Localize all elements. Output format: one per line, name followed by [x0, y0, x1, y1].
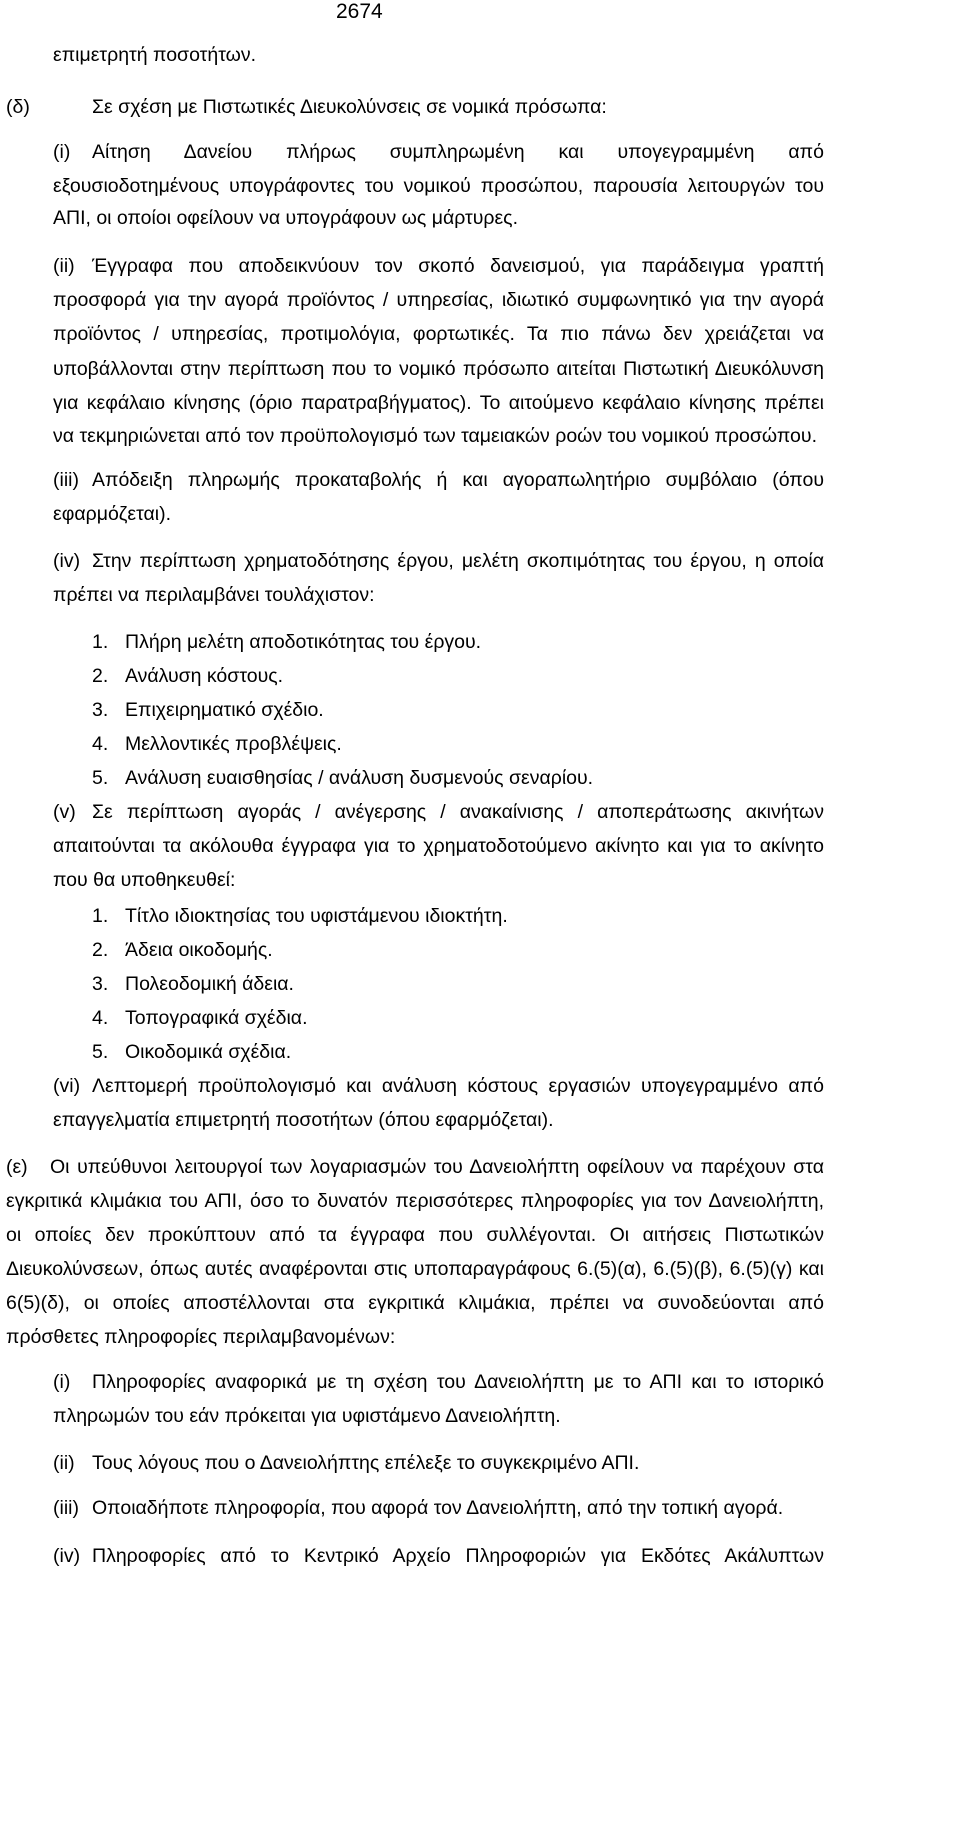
item-label: (i) — [53, 141, 71, 163]
item-label: (δ) — [6, 96, 30, 118]
text-line: απαιτούνται τα ακόλουθα έγγραφα για το χρηματοδοτούμενο ακίνητο και για το ακίνητο — [53, 835, 824, 857]
text-line: Στην περίπτωση χρηματοδότησης έργου, μελέτη σκοπιμότητας του έργου, η οποία — [92, 550, 824, 572]
text-line: πρέπει να περιλαμβάνει τουλάχιστον: — [53, 584, 375, 606]
list-number: 4. — [92, 1007, 109, 1029]
text-line: Οι υπεύθυνοι λειτουργοί των λογαριασμών του Δανειολήπτη οφείλουν να παρέχουν στα — [50, 1156, 824, 1178]
text-line: Οποιαδήποτε πληροφορία, που αφορά τον Δανειολήπτη, από την τοπική αγορά. — [92, 1497, 784, 1519]
text-line: Απόδειξη πληρωμής προκαταβολής ή και αγοραπωλητήριο συμβόλαιο (όπου — [92, 469, 824, 491]
text-line: Τους λόγους που ο Δανειολήπτης επέλεξε το συγκεκριμένο ΑΠΙ. — [92, 1452, 640, 1474]
list-item: Μελλοντικές προβλέψεις. — [125, 733, 342, 755]
text-line: ΑΠΙ, οι οποίοι οφείλουν να υπογράφουν ως μάρτυρες. — [53, 207, 519, 229]
item-label: (ii) — [53, 1452, 75, 1474]
list-item: Πολεοδομική άδεια. — [125, 973, 294, 995]
text-line: Σε περίπτωση αγοράς / ανέγερσης / ανακαίνισης / αποπεράτωσης ακινήτων — [92, 801, 824, 823]
text-line: που θα υποθηκευθεί: — [53, 869, 236, 891]
item-label: (ε) — [6, 1156, 28, 1178]
text-line: οι οποίες δεν προκύπτουν από τα έγγραφα που συλλέγονται. Οι αιτήσεις Πιστωτικών — [6, 1224, 824, 1246]
item-label: (v) — [53, 801, 76, 823]
item-label: (iii) — [53, 469, 79, 491]
list-item: Ανάλυση ευαισθησίας / ανάλυση δυσμενούς σεναρίου. — [125, 767, 594, 789]
list-item: Ανάλυση κόστους. — [125, 665, 284, 687]
text-line: να τεκμηριώνεται από τον προϋπολογισμό των ταμειακών ροών του νομικού προσώπου. — [53, 425, 817, 447]
list-number: 3. — [92, 973, 109, 995]
text-line: προϊόντος / υπηρεσίας, προτιμολόγια, φορτωτικές. Τα πιο πάνω δεν χρειάζεται να — [53, 323, 824, 345]
list-number: 3. — [92, 699, 109, 721]
item-label: (iv) — [53, 1545, 81, 1567]
item-label: (i) — [53, 1371, 71, 1393]
item-label: (iii) — [53, 1497, 79, 1519]
text-line: προσφορά για την αγορά προϊόντος / υπηρεσίας, ιδιωτικό συμφωνητικό για την αγορά — [53, 289, 824, 311]
list-number: 2. — [92, 939, 109, 961]
text-line: για κεφάλαιο κίνησης (όριο παρατραβήγματος). Το αιτούμενο κεφάλαιο κίνησης πρέπει — [53, 392, 824, 414]
text-line: επιμετρητή ποσοτήτων. — [53, 44, 257, 66]
text-line: 6(5)(δ), οι οποίες αποστέλλονται στα εγκριτικά κλιμάκια, πρέπει να συνοδεύονται από — [6, 1292, 824, 1314]
text-line: εφαρμόζεται). — [53, 503, 172, 525]
text-line: Έγγραφα που αποδεικνύουν τον σκοπό δανεισμού, για παράδειγμα γραπτή — [92, 255, 824, 277]
page-number: 2674 — [336, 0, 383, 23]
list-item: Πλήρη μελέτη αποδοτικότητας του έργου. — [125, 631, 482, 653]
list-number: 5. — [92, 1041, 109, 1063]
list-number: 1. — [92, 631, 109, 653]
list-item: Τίτλο ιδιοκτησίας του υφιστάμενου ιδιοκτήτη. — [125, 905, 508, 927]
text-line: πληρωμών του εάν πρόκειται για υφιστάμενο Δανειολήπτη. — [53, 1405, 561, 1427]
text-line: εγκριτικά κλιμάκια του ΑΠΙ, όσο το δυνατόν περισσότερες πληροφορίες για τον Δανειολήπτη, — [6, 1190, 824, 1212]
text-line: Αίτηση Δανείου πλήρως συμπληρωμένη και υπογεγραμμένη από — [92, 141, 824, 163]
item-label: (vi) — [53, 1075, 81, 1097]
text-line: εξουσιοδοτημένους υπογράφοντες του νομικού προσώπου, παρουσία λειτουργών του — [53, 175, 824, 197]
text-line: Διευκολύνσεων, όπως αυτές αναφέρονται στις υποπαραγράφους 6.(5)(α), 6.(5)(β), 6.(5)(γ) και — [6, 1258, 824, 1280]
text-line: Σε σχέση με Πιστωτικές Διευκολύνσεις σε νομικά πρόσωπα: — [92, 96, 607, 118]
list-number: 4. — [92, 733, 109, 755]
text-line: Πληροφορίες από το Κεντρικό Αρχείο Πληροφοριών για Εκδότες Ακάλυπτων — [92, 1545, 824, 1567]
list-item: Επιχειρηματικό σχέδιο. — [125, 699, 324, 721]
text-line: πρόσθετες πληροφορίες περιλαμβανομένων: — [6, 1326, 396, 1348]
list-number: 2. — [92, 665, 109, 687]
list-number: 5. — [92, 767, 109, 789]
list-item: Άδεια οικοδομής. — [125, 939, 273, 961]
text-line: επαγγελματία επιμετρητή ποσοτήτων (όπου εφαρμόζεται). — [53, 1109, 554, 1131]
item-label: (ii) — [53, 255, 75, 277]
list-item: Τοπογραφικά σχέδια. — [125, 1007, 308, 1029]
item-label: (iv) — [53, 550, 81, 572]
text-line: υποβάλλονται στην περίπτωση που το νομικό πρόσωπο αιτείται Πιστωτική Διευκόλυνση — [53, 358, 824, 380]
list-item: Οικοδομικά σχέδια. — [125, 1041, 292, 1063]
text-line: Λεπτομερή προϋπολογισμό και ανάλυση κόστους εργασιών υπογεγραμμένο από — [92, 1075, 824, 1097]
list-number: 1. — [92, 905, 109, 927]
text-line: Πληροφορίες αναφορικά με τη σχέση του Δανειολήπτη με το ΑΠΙ και το ιστορικό — [92, 1371, 824, 1393]
